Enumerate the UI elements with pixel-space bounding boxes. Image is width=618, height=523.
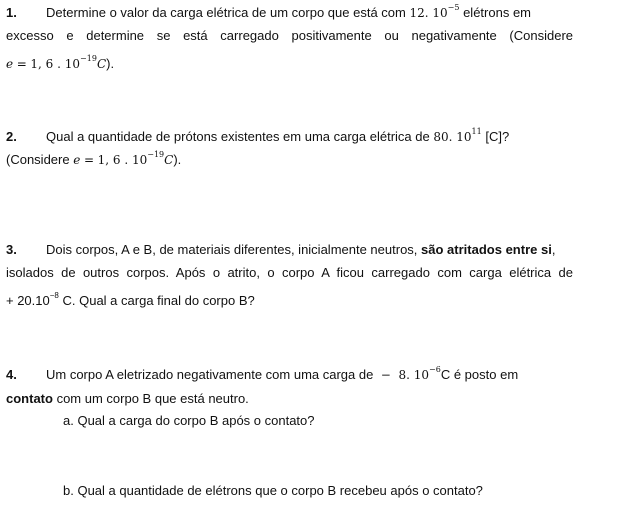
q4-line-2: contato com um corpo B que está neutro.: [6, 391, 249, 406]
q2-text: Qual a quantidade de prótons existentes em uma carga elétrica de: [46, 129, 430, 144]
q1-line-1: [6, 4, 573, 23]
q2-charge: 80. $10^{11}$: [433, 127, 482, 144]
q1-text-end: elétrons em: [463, 5, 531, 20]
q4-item-b: b. Qual a quantidade de elétrons que o corpo B recebeu após o contato?: [63, 483, 483, 498]
q3-number: 3.: [6, 242, 17, 257]
q2-e-value: 1, 6 . $10^{-19}$: [97, 150, 165, 167]
q2-unit: [C]?: [485, 129, 510, 144]
q1-e-value: 1, 6 . $10^{-19}$: [30, 54, 97, 71]
q1-number: 1.: [6, 5, 17, 20]
q3-charge: + $20.10^{-8}$: [6, 291, 59, 308]
q1-electron-count: 12. $10^{-5}$: [409, 3, 460, 20]
q1-e-var: e: [6, 57, 14, 71]
q1-line-2: excesso e determine se está carregado positivamente ou negativamente (Considere: [6, 28, 573, 43]
q4-bold: contato: [6, 391, 53, 406]
q2-line-1: [6, 128, 573, 147]
q3-line-1: 3. Dois corpos, A e B, de materiais diferentes, inicialmente neutros, são atritados entre si,: [6, 242, 556, 257]
q2-line-2: (Considere e = 1, 6 . $10^{-19}C$).: [6, 150, 182, 167]
q4-charge: − 8. $10^{-6}$: [380, 365, 441, 382]
q3-line-2: isolados de outros corpos. Após o atrito, o corpo A ficou carregado com carga elétrica de: [6, 265, 573, 280]
q1-text: Determine o valor da carga elétrica de um corpo que está com: [46, 5, 406, 20]
q1-line-3: e = 1, 6 . $10^{-19}C$).: [6, 54, 115, 71]
q2-number: 2.: [6, 129, 17, 144]
q3-line-3: + $20.10^{-8}$ C. Qual a carga final do corpo B?: [6, 291, 255, 308]
q4-item-a: a. Qual a carga do corpo B após o contato?: [63, 413, 315, 428]
q4-line-1: 4. Um corpo A eletrizado negativamente com uma carga de − 8. $10^{-6}C$ é posto em: [6, 365, 519, 382]
q4-number: 4.: [6, 367, 17, 382]
q3-bold: são atritados entre si: [421, 242, 552, 257]
